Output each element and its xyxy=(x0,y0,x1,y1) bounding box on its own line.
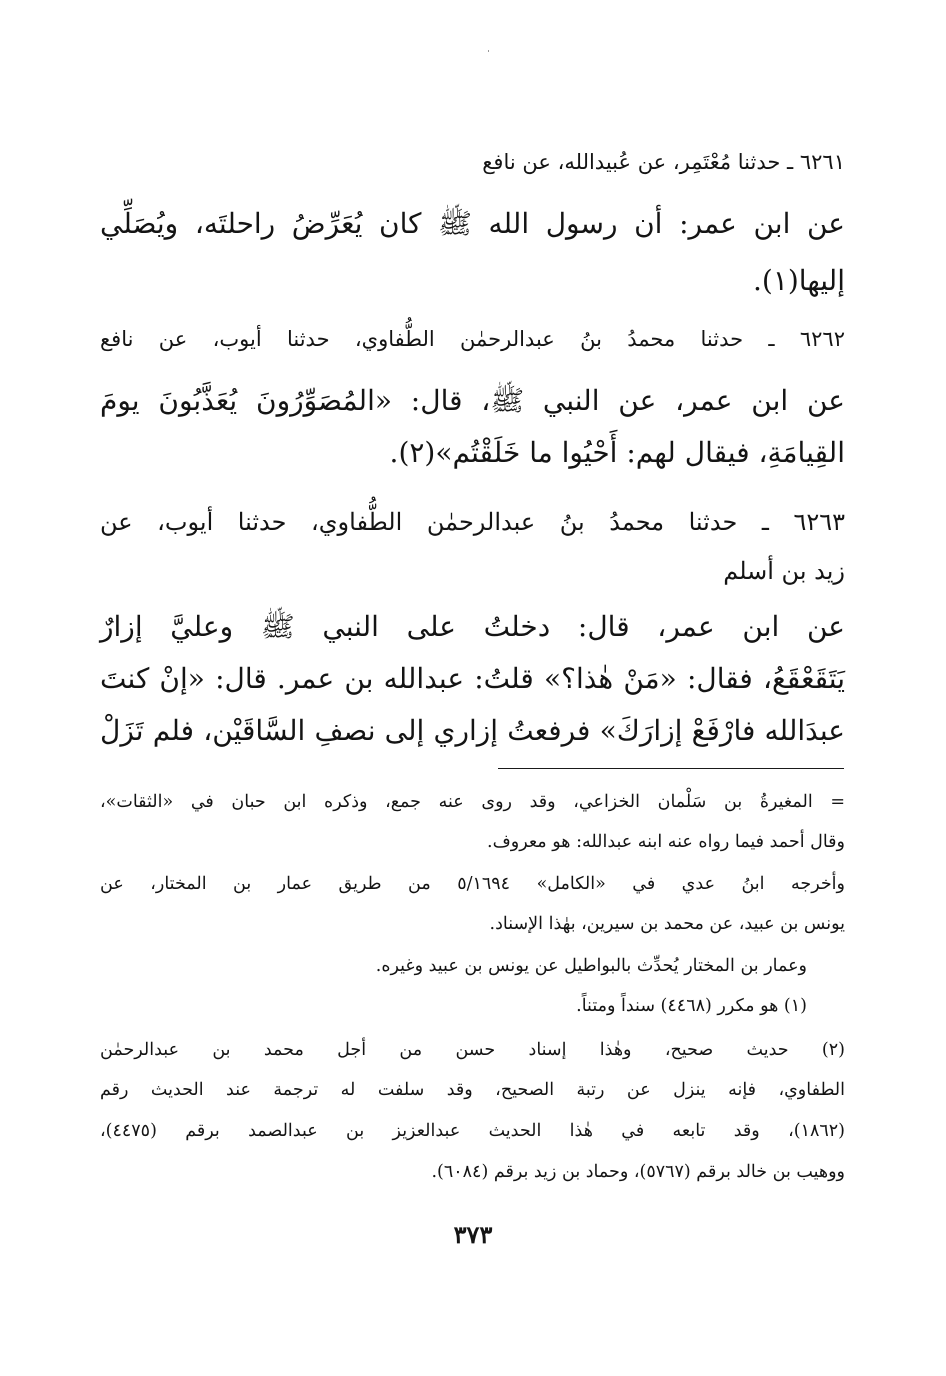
footnote-separator xyxy=(498,768,844,769)
footnote-continuation-line-2: وقال أحمد فيما رواه عنه ابنه عبدالله: هو معروف. xyxy=(487,832,845,852)
footnote-continuation-line-4: يونس بن عبيد، عن محمد بن سيرين، بهٰذا الإسناد. xyxy=(489,914,845,934)
hadith-6263-matn-line-3: عبدَالله فارْفَعْ إزارَكَ» فرفعتُ إزاري إلى نصفِ السَّاقَيْن، فلم تَزَلْ xyxy=(100,714,845,747)
hadith-6261-matn-line-1: عن ابن عمر: أن رسول الله ﷺ كان يُعَرِّضُ راحلتَه، ويُصَلِّي xyxy=(100,207,846,240)
hadith-6263-matn-line-2: يَتَقَعْقَعُ، فقال: «مَنْ هٰذا؟» قلتُ: عبدالله بن عمر. قال: «إنْ كنتَ xyxy=(100,662,846,695)
hadith-6262-matn-line-1: عن ابن عمر، عن النبي ﷺ، قال: «المُصَوِّرُونَ يُعَذَّبُونَ يومَ xyxy=(100,384,845,417)
hadith-6263-isnad-line-1: ٦٢٦٣ ـ حدثنا محمدُ بنُ عبدالرحمٰن الطُّفاوي، حدثنا أيوب، عن xyxy=(100,508,846,536)
scan-speck xyxy=(488,50,489,52)
hadith-6261-matn-line-2: إليها(١). xyxy=(753,264,845,297)
page-number: ٣٧٣ xyxy=(453,1220,493,1249)
footnote-1: (١) هو مكرر (٤٤٦٨) سنداً ومتناً. xyxy=(576,996,807,1016)
hadith-6263-isnad-line-2: زيد بن أسلم xyxy=(723,557,845,585)
hadith-6261-isnad: ٦٢٦١ ـ حدثنا مُعْتَمِر، عن عُبيدالله، عن نافع xyxy=(482,150,845,174)
footnote-2-line-3: (١٨٦٢)، وقد تابعه في هٰذا الحديث عبدالعزيز بن عبدالصمد برقم (٤٤٧٥)، xyxy=(100,1121,845,1141)
hadith-6262-matn-line-2: القِيامَةِ، فيقال لهم: أَحْيُوا ما خَلَقْتُم»(٢). xyxy=(389,436,845,469)
hadith-6262-isnad: ٦٢٦٢ ـ حدثنا محمدُ بنُ عبدالرحمٰن الطُّفاوي، حدثنا أيوب، عن نافع xyxy=(100,327,845,351)
footnote-continuation-line-5: وعمار بن المختار يُحدِّث بالبواطيل عن يونس بن عبيد وغيره. xyxy=(375,956,807,976)
footnote-continuation-line-3: وأخرجه ابنُ عدي في «الكامل» ٥/١٦٩٤ من طريق عمار بن المختار، عن xyxy=(100,874,845,894)
hadith-6263-matn-line-1: عن ابن عمر، قال: دخلتُ على النبي ﷺ وعليَّ إزارٌ xyxy=(100,610,845,643)
footnote-continuation-line-1: = المغيرةُ بن سَلْمان الخزاعي، وقد روى عنه جمع، وذكره ابن حبان في «الثقات»، xyxy=(100,792,845,812)
footnote-2-line-1: (٢) حديث صحيح، وهٰذا إسناد حسن من أجل محمد بن عبدالرحمٰن xyxy=(100,1040,845,1060)
footnote-2-line-2: الطفاوي، فإنه ينزل عن رتبة الصحيح، وقد سلفت له ترجمة عند الحديث رقم xyxy=(100,1080,845,1100)
footnote-2-line-4: ووهيب بن خالد برقم (٥٧٦٧)، وحماد بن زيد برقم (٦٠٨٤). xyxy=(431,1162,845,1182)
